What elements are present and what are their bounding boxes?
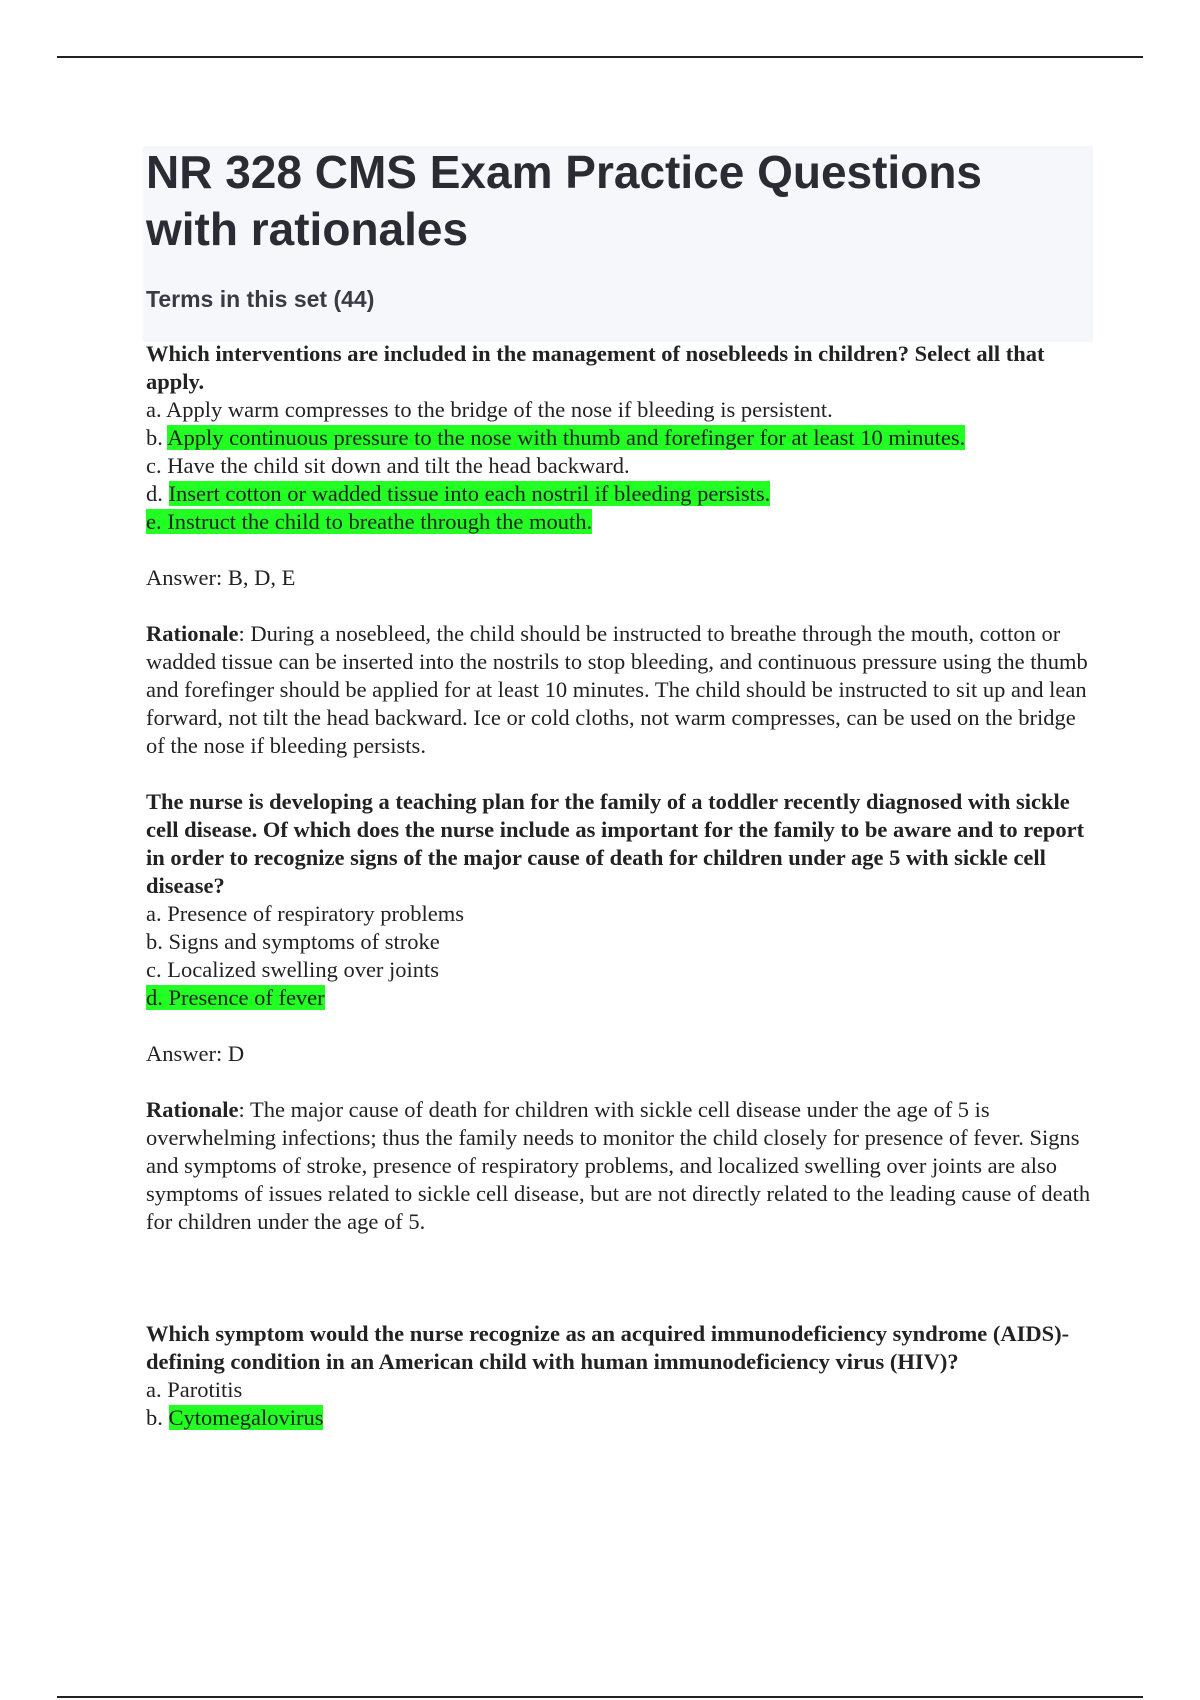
option-text-highlighted: Insert cotton or wadded tissue into each nostril if bleeding persists. (168, 481, 771, 506)
answer-text: Answer: D (146, 1041, 245, 1066)
option-text: Presence of respiratory problems (167, 901, 465, 926)
option-text: Apply warm compresses to the bridge of the nose if bleeding is persistent. (166, 397, 833, 422)
answer-text: Answer: B, D, E (146, 565, 296, 590)
option-text-highlighted: e. Instruct the child to breathe through the mouth. (146, 509, 593, 534)
option-text: Parotitis (167, 1377, 243, 1402)
option-b (146, 1404, 1096, 1432)
option-prefix: d. (146, 481, 169, 506)
questions-list (146, 340, 1096, 1432)
option-d (146, 984, 1096, 1012)
option-prefix: c. (146, 453, 168, 478)
question-text: Which symptom would the nurse recognize as an acquired immunodeficiency syndrome (AIDS)-defining condition in an American child with human immunodeficiency virus (HIV)? (146, 1321, 1070, 1374)
terms-count: Terms in this set (44) (146, 286, 375, 312)
option-text-highlighted: Apply continuous pressure to the nose with thumb and forefinger for at least 10 minutes. (167, 425, 966, 450)
rationale (146, 1096, 1096, 1236)
option-list (146, 900, 1096, 1012)
page-title: NR 328 CMS Exam Practice Questions with rationales (146, 146, 982, 255)
option-prefix: b. (146, 425, 168, 450)
option-prefix: c. (146, 957, 168, 982)
option-prefix: a. (146, 1377, 168, 1402)
option-c (146, 452, 1096, 480)
option-prefix: a. (146, 397, 166, 422)
option-a (146, 1376, 1096, 1404)
option-c (146, 956, 1096, 984)
question-text: The nurse is developing a teaching plan for the family of a toddler recently diagnosed with sickle cell disease. Of which does the nurse include as important for the family to be aware and to report in order to recognize signs of the major cause of death for children under age 5 with sickle cell disease? (146, 789, 1085, 898)
option-prefix: b. (146, 1405, 169, 1430)
option-text: Localized swelling over joints (167, 957, 440, 982)
option-text: Signs and symptoms of stroke (168, 929, 440, 954)
option-b (146, 424, 1096, 452)
option-text: Have the child sit down and tilt the head backward. (167, 453, 630, 478)
rationale-text: : The major cause of death for children with sickle cell disease under the age of 5 is overwhelming infections; thus the family needs to monitor the child closely for presence of fever. Signs and symptoms of stroke, presence of respiratory problems, and localized swelling over joints are also symptoms of issues related to sickle cell disease, but are not directly related to the leading cause of death for children under the age of 5. (146, 1097, 1091, 1234)
option-d (146, 480, 1096, 508)
option-prefix: a. (146, 901, 168, 926)
bottom-rule (57, 1696, 1143, 1698)
option-a (146, 396, 1096, 424)
option-a (146, 900, 1096, 928)
option-text-highlighted: d. Presence of fever (146, 985, 325, 1010)
option-e (146, 508, 1096, 536)
option-text-highlighted: Cytomegalovirus (168, 1405, 324, 1430)
rationale (146, 620, 1096, 760)
rationale-text: : During a nosebleed, the child should be instructed to breathe through the mouth, cotton or wadded tissue can be inserted into the nostrils to stop bleeding, and continuous pressure using the thumb and forefinger should be applied for at least 10 minutes. The child should be instructed to sit up and lean forward, not tilt the head backward. Ice or cold cloths, not warm compresses, can be used on the bridge of the nose if bleeding persists. (146, 621, 1088, 758)
question-item (146, 340, 1096, 760)
option-list (146, 396, 1096, 536)
rationale-label: Rationale (146, 621, 239, 646)
rationale-label: Rationale (146, 1097, 239, 1122)
option-prefix: b. (146, 929, 169, 954)
option-b (146, 928, 1096, 956)
top-rule (57, 56, 1143, 58)
question-text: Which interventions are included in the management of nosebleeds in children? Select all that apply. (146, 341, 1045, 394)
question-item (146, 788, 1096, 1236)
option-list (146, 1376, 1096, 1432)
question-item (146, 1320, 1096, 1432)
